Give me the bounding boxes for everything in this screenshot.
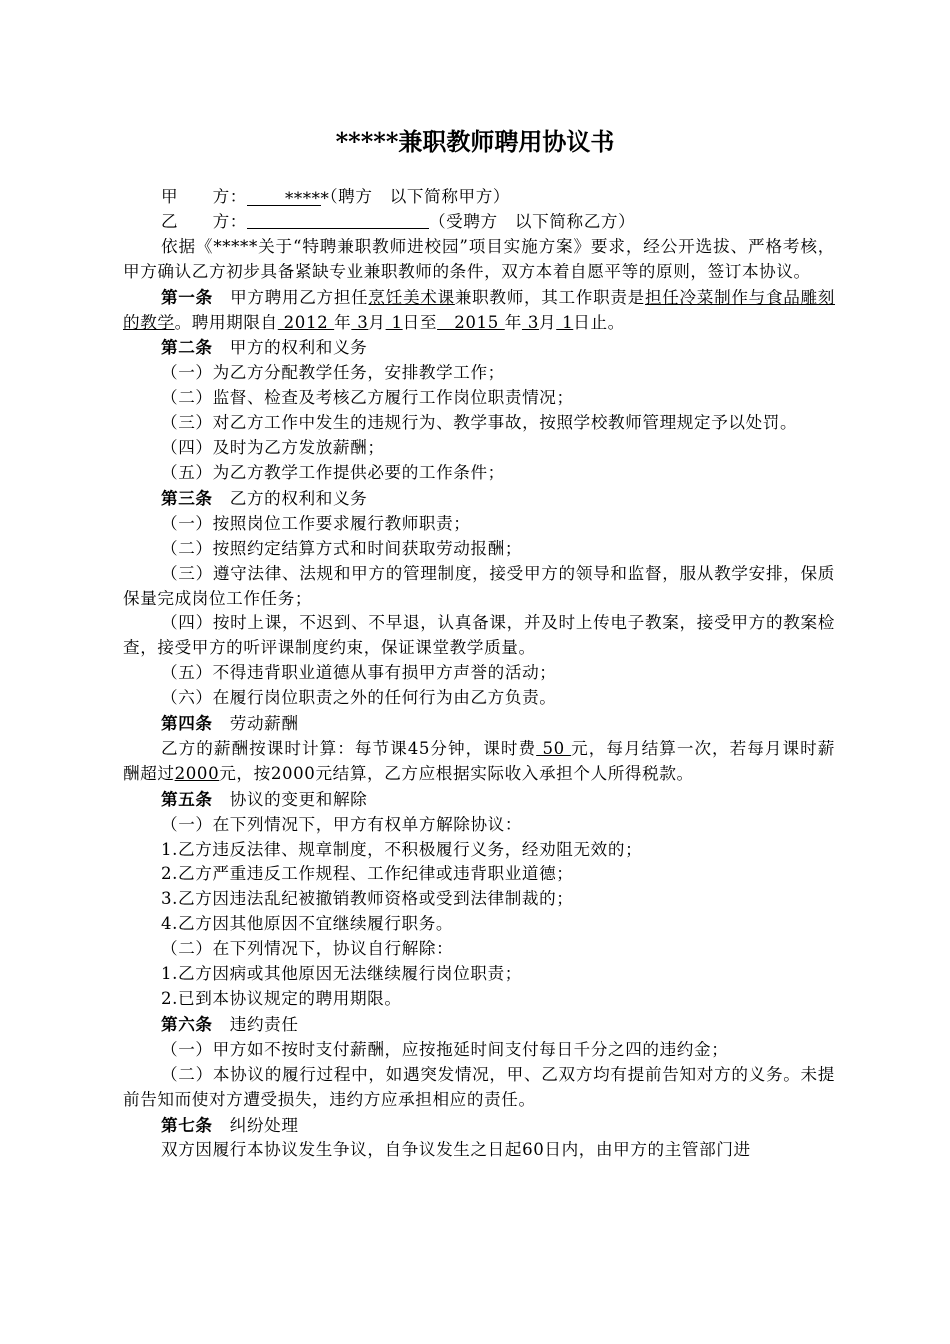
- list-item: （五）不得违背职业道德从事有损甲方声誉的活动；: [161, 663, 557, 683]
- party-b-line: [123, 210, 835, 235]
- list-item: （二）本协议的履行过程中，如遇突发情况，甲、乙双方均有提前告知对方的义务。未提前告知而使对方遭受损失，违约方应承担相应的责任。: [123, 1064, 835, 1109]
- end-day: 1: [556, 312, 574, 332]
- article-4-heading: 第四条: [161, 713, 213, 734]
- list-item: （一）为乙方分配教学任务，安排教学工作；: [161, 363, 505, 383]
- list-item: （二）按照约定结算方式和时间获取劳动报酬；: [161, 538, 523, 558]
- list-item: 1.乙方因病或其他原因无法继续履行岗位职责；: [161, 964, 522, 984]
- list-item: （六）在履行岗位职责之外的任何行为由乙方负责。: [161, 688, 557, 708]
- list-item: 2.已到本协议规定的聘用期限。: [161, 989, 402, 1008]
- article-1: 第一条 甲方聘用乙方担任烹饪美术课兼职教师，其工作职责是担任冷菜制作与食品雕刻的教学。聘用期限自 2012 年 3月 1日至 2015 年 3月 1日止。: [123, 286, 835, 332]
- article-1-heading: 第一条: [161, 286, 213, 307]
- article-4-heading-line: 第四条 劳动薪酬: [161, 713, 299, 734]
- article-6-heading: 第六条: [161, 1013, 213, 1034]
- list-item: （一）甲方如不按时支付薪酬，应按拖延时间支付每日千分之四的违约金；: [161, 1039, 729, 1059]
- party-a-value: *****: [247, 187, 321, 206]
- document-title: *****兼职教师聘用协议书: [335, 127, 615, 156]
- start-day: 1: [385, 312, 403, 332]
- list-item: （四）按时上课，不迟到、不早退，认真备课，并及时上传电子教案，接受甲方的教案检查，接受甲方的听评课制度约束，保证课堂教学质量。: [123, 613, 835, 658]
- document-body: [123, 185, 835, 1163]
- end-year: 2015: [437, 312, 505, 332]
- list-item: （二）监督、检查及考核乙方履行工作岗位职责情况；: [161, 388, 574, 408]
- party-a-line: [123, 185, 835, 210]
- start-year: 2012: [277, 312, 335, 332]
- party-b-blank: [247, 210, 429, 229]
- article-7-text: 双方因履行本协议发生争议，自争议发生之日起60日内，由甲方的主管部门进: [161, 1140, 751, 1160]
- list-item: 1.乙方违反法律、规章制度，不积极履行义务，经劝阻无效的；: [161, 839, 643, 859]
- article-2-heading-line: 第二条 甲方的权利和义务: [161, 337, 368, 358]
- end-month: 3: [521, 312, 539, 332]
- duty-description: 担任冷菜制作与食品雕刻的教学: [123, 287, 835, 332]
- start-month: 3: [351, 312, 369, 332]
- party-a-label: 甲 方：: [161, 187, 247, 206]
- party-b-label: 乙 方：: [161, 211, 247, 231]
- article-7-heading-line: 第七条 纠纷处理: [161, 1114, 299, 1135]
- party-a-note: （聘方 以下简称甲方）: [320, 187, 511, 206]
- list-item: （一）在下列情况下，甲方有权单方解除协议：: [161, 814, 523, 834]
- article-5-heading: 第五条: [161, 788, 213, 809]
- monthly-cap: 2000: [174, 763, 220, 783]
- list-item: 3.乙方因违法乱纪被撤销教师资格或受到法律制裁的；: [161, 889, 574, 909]
- list-item: 2.乙方严重违反工作规程、工作纪律或违背职业道德；: [161, 864, 574, 884]
- list-item: （五）为乙方教学工作提供必要的工作条件；: [161, 462, 505, 482]
- list-item: 4.乙方因其他原因不宜继续履行职务。: [161, 914, 454, 934]
- list-item: （三）遵守法律、法规和甲方的管理制度，接受甲方的领导和监督，服从教学安排，保质保量完成岗位工作任务；: [123, 563, 835, 608]
- course-name: 烹饪美术课: [368, 287, 455, 307]
- article-5-heading-line: 第五条 协议的变更和解除: [161, 788, 368, 809]
- article-3-heading: 第三条: [161, 487, 213, 508]
- article-4-text: 乙方的薪酬按课时计算：每节课45分钟，课时费 50 元，每月结算一次，若每月课时薪酬超过2000元，按2000元结算，乙方应根据实际收入承担个人所得税款。: [123, 738, 835, 783]
- list-item: （四）及时为乙方发放薪酬；: [161, 438, 385, 458]
- article-2-heading: 第二条: [161, 337, 213, 358]
- list-item: （二）在下列情况下，协议自行解除：: [161, 939, 454, 959]
- list-item: （三）对乙方工作中发生的违规行为、教学事故，按照学校教师管理规定予以处罚。: [161, 413, 798, 433]
- intro-paragraph: 依据《*****关于“特聘兼职教师进校园”项目实施方案》要求，经公开选拔、严格考核，甲方确认乙方初步具备紧缺专业兼职教师的条件，双方本着自愿平等的原则，签订本协议。: [123, 236, 835, 281]
- article-6-heading-line: 第六条 违约责任: [161, 1013, 299, 1034]
- list-item: （一）按照岗位工作要求履行教师职责；: [161, 513, 471, 533]
- article-3-heading-line: 第三条 乙方的权利和义务: [161, 487, 368, 508]
- article-7-heading: 第七条: [161, 1114, 213, 1135]
- party-b-note: （受聘方 以下简称乙方）: [428, 211, 636, 231]
- hourly-fee: 50: [536, 738, 572, 758]
